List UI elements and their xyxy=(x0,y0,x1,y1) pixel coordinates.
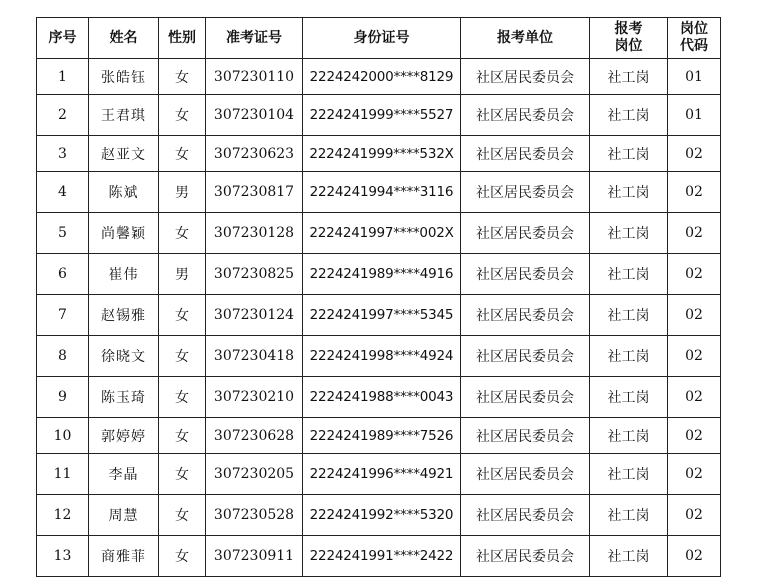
cell-gender: 女 xyxy=(159,95,206,136)
cell-ticket: 307230205 xyxy=(206,454,303,495)
cell-post: 社工岗 xyxy=(590,377,668,418)
cell-seq: 1 xyxy=(37,59,89,95)
cell-name: 王君琪 xyxy=(89,95,159,136)
cell-unit: 社区居民委员会 xyxy=(461,254,590,295)
cell-gender: 女 xyxy=(159,377,206,418)
cell-seq: 4 xyxy=(37,172,89,213)
table-row xyxy=(37,536,721,577)
cell-post: 社工岗 xyxy=(590,454,668,495)
cell-name: 赵锡雅 xyxy=(89,295,159,336)
cell-name: 徐晓文 xyxy=(89,336,159,377)
cell-name: 郭婷婷 xyxy=(89,418,159,454)
cell-unit: 社区居民委员会 xyxy=(461,213,590,254)
cell-id-card: 2224241996****4921 xyxy=(303,454,461,495)
cell-name: 陈玉琦 xyxy=(89,377,159,418)
cell-post: 社工岗 xyxy=(590,95,668,136)
table-body xyxy=(37,59,721,577)
cell-ticket: 307230128 xyxy=(206,213,303,254)
cell-post-code: 02 xyxy=(668,495,721,536)
cell-seq: 8 xyxy=(37,336,89,377)
cell-id-card: 2224241989****4916 xyxy=(303,254,461,295)
cell-post-code: 01 xyxy=(668,59,721,95)
cell-gender: 女 xyxy=(159,454,206,495)
table-row xyxy=(37,95,721,136)
cell-id-card: 2224241999****532X xyxy=(303,136,461,172)
table-row xyxy=(37,213,721,254)
header-post: 报考 岗位 xyxy=(590,18,668,59)
cell-seq: 10 xyxy=(37,418,89,454)
cell-post: 社工岗 xyxy=(590,59,668,95)
header-gender: 性别 xyxy=(159,18,206,59)
cell-gender: 女 xyxy=(159,336,206,377)
header-unit: 报考单位 xyxy=(461,18,590,59)
cell-post-code: 02 xyxy=(668,336,721,377)
cell-gender: 女 xyxy=(159,495,206,536)
cell-gender: 女 xyxy=(159,536,206,577)
table-row xyxy=(37,136,721,172)
cell-post-code: 02 xyxy=(668,377,721,418)
cell-ticket: 307230825 xyxy=(206,254,303,295)
cell-ticket: 307230623 xyxy=(206,136,303,172)
cell-id-card: 2224241999****5527 xyxy=(303,95,461,136)
cell-name: 尚馨颖 xyxy=(89,213,159,254)
cell-name: 崔伟 xyxy=(89,254,159,295)
cell-name: 陈斌 xyxy=(89,172,159,213)
cell-name: 周慧 xyxy=(89,495,159,536)
cell-ticket: 307230817 xyxy=(206,172,303,213)
cell-unit: 社区居民委员会 xyxy=(461,454,590,495)
cell-post: 社工岗 xyxy=(590,536,668,577)
table-row xyxy=(37,495,721,536)
candidate-table xyxy=(36,17,721,577)
table-row xyxy=(37,295,721,336)
cell-post-code: 02 xyxy=(668,136,721,172)
cell-post: 社工岗 xyxy=(590,495,668,536)
cell-ticket: 307230124 xyxy=(206,295,303,336)
cell-post: 社工岗 xyxy=(590,295,668,336)
cell-seq: 13 xyxy=(37,536,89,577)
cell-post-code: 02 xyxy=(668,418,721,454)
cell-gender: 女 xyxy=(159,295,206,336)
table-row xyxy=(37,172,721,213)
cell-post-code: 02 xyxy=(668,295,721,336)
cell-post-code: 01 xyxy=(668,95,721,136)
cell-unit: 社区居民委员会 xyxy=(461,95,590,136)
cell-ticket: 307230110 xyxy=(206,59,303,95)
table-row xyxy=(37,418,721,454)
cell-gender: 女 xyxy=(159,136,206,172)
header-post-code: 岗位 代码 xyxy=(668,18,721,59)
cell-unit: 社区居民委员会 xyxy=(461,136,590,172)
cell-ticket: 307230528 xyxy=(206,495,303,536)
table-header xyxy=(37,18,721,59)
cell-seq: 5 xyxy=(37,213,89,254)
header-seq: 序号 xyxy=(37,18,89,59)
table-row xyxy=(37,454,721,495)
cell-unit: 社区居民委员会 xyxy=(461,418,590,454)
cell-seq: 7 xyxy=(37,295,89,336)
cell-post-code: 02 xyxy=(668,172,721,213)
cell-gender: 女 xyxy=(159,213,206,254)
cell-id-card: 2224241991****2422 xyxy=(303,536,461,577)
cell-name: 李晶 xyxy=(89,454,159,495)
cell-seq: 2 xyxy=(37,95,89,136)
header-row xyxy=(37,18,721,59)
table-row xyxy=(37,336,721,377)
cell-seq: 6 xyxy=(37,254,89,295)
cell-ticket: 307230418 xyxy=(206,336,303,377)
cell-id-card: 2224241989****7526 xyxy=(303,418,461,454)
cell-gender: 女 xyxy=(159,59,206,95)
cell-post-code: 02 xyxy=(668,213,721,254)
cell-post: 社工岗 xyxy=(590,254,668,295)
cell-gender: 男 xyxy=(159,172,206,213)
cell-post: 社工岗 xyxy=(590,418,668,454)
cell-post: 社工岗 xyxy=(590,213,668,254)
cell-name: 赵亚文 xyxy=(89,136,159,172)
cell-ticket: 307230911 xyxy=(206,536,303,577)
cell-name: 张皓钰 xyxy=(89,59,159,95)
header-id-card: 身份证号 xyxy=(303,18,461,59)
cell-seq: 3 xyxy=(37,136,89,172)
cell-unit: 社区居民委员会 xyxy=(461,336,590,377)
cell-id-card: 2224242000****8129 xyxy=(303,59,461,95)
cell-seq: 11 xyxy=(37,454,89,495)
cell-ticket: 307230210 xyxy=(206,377,303,418)
cell-unit: 社区居民委员会 xyxy=(461,59,590,95)
cell-post-code: 02 xyxy=(668,454,721,495)
cell-gender: 男 xyxy=(159,254,206,295)
cell-unit: 社区居民委员会 xyxy=(461,377,590,418)
cell-id-card: 2224241997****002X xyxy=(303,213,461,254)
header-ticket: 准考证号 xyxy=(206,18,303,59)
cell-post: 社工岗 xyxy=(590,336,668,377)
cell-post-code: 02 xyxy=(668,254,721,295)
cell-id-card: 2224241997****5345 xyxy=(303,295,461,336)
cell-unit: 社区居民委员会 xyxy=(461,495,590,536)
cell-ticket: 307230628 xyxy=(206,418,303,454)
cell-unit: 社区居民委员会 xyxy=(461,295,590,336)
cell-id-card: 2224241998****4924 xyxy=(303,336,461,377)
cell-post: 社工岗 xyxy=(590,172,668,213)
table-row xyxy=(37,254,721,295)
cell-seq: 9 xyxy=(37,377,89,418)
cell-post-code: 02 xyxy=(668,536,721,577)
table-row xyxy=(37,59,721,95)
cell-name: 商雅菲 xyxy=(89,536,159,577)
cell-ticket: 307230104 xyxy=(206,95,303,136)
cell-unit: 社区居民委员会 xyxy=(461,172,590,213)
cell-seq: 12 xyxy=(37,495,89,536)
cell-id-card: 2224241988****0043 xyxy=(303,377,461,418)
cell-gender: 女 xyxy=(159,418,206,454)
table-row xyxy=(37,377,721,418)
cell-post: 社工岗 xyxy=(590,136,668,172)
cell-id-card: 2224241992****5320 xyxy=(303,495,461,536)
header-name: 姓名 xyxy=(89,18,159,59)
cell-id-card: 2224241994****3116 xyxy=(303,172,461,213)
cell-unit: 社区居民委员会 xyxy=(461,536,590,577)
